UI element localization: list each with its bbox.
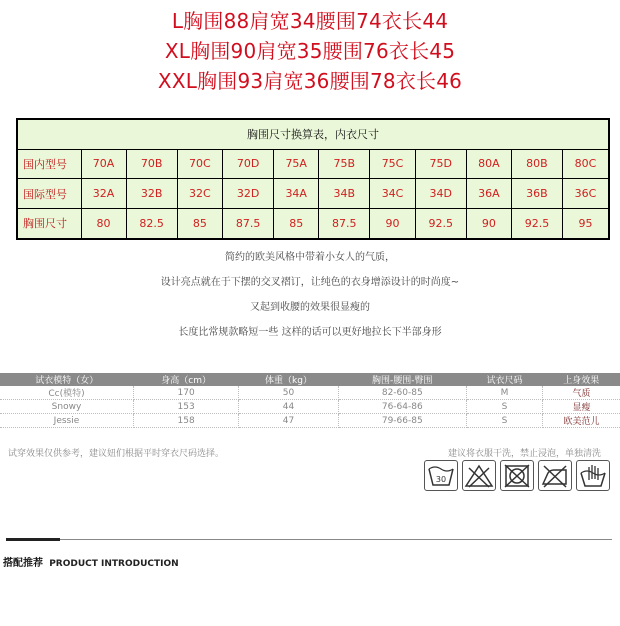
section-divider-accent xyxy=(6,538,60,541)
table-cell: 75A xyxy=(274,149,319,179)
size-line-xxl: XXL胸围93肩宽36腰围78衣长46 xyxy=(157,69,463,93)
table-cell: 34B xyxy=(319,179,370,209)
table-cell: 气质 xyxy=(543,386,620,400)
table-cell: 70A xyxy=(81,149,126,179)
table-cell: 80C xyxy=(562,149,609,179)
bra-table-title: 胸围尺寸换算表，内衣尺寸 xyxy=(17,119,609,149)
table-cell: 90 xyxy=(466,208,511,239)
size-spec-lines xyxy=(0,6,620,96)
table-cell: 32A xyxy=(81,179,126,209)
table-cell: 34A xyxy=(274,179,319,209)
table-cell: 79-66-85 xyxy=(338,414,466,428)
fit-test-table xyxy=(0,373,620,428)
table-cell: 70B xyxy=(126,149,177,179)
column-header: 试衣模特（女） xyxy=(0,373,133,386)
section-title-cn: 搭配推荐 xyxy=(3,558,43,569)
table-cell: 34D xyxy=(415,179,466,209)
table-cell: 75D xyxy=(415,149,466,179)
no-tumble-dry-icon xyxy=(500,460,534,491)
table-cell: M xyxy=(466,386,542,400)
table-cell: 92.5 xyxy=(511,208,562,239)
table-cell: 70D xyxy=(223,149,274,179)
table-cell: 85 xyxy=(274,208,319,239)
care-note: 建议将衣服干洗，禁止浸泡，单独清洗 xyxy=(448,449,602,459)
column-header: 胸围-腰围-臀围 xyxy=(338,373,466,386)
table-cell: 87.5 xyxy=(319,208,370,239)
table-cell: S xyxy=(466,414,542,428)
table-cell: 34C xyxy=(370,179,415,209)
table-cell: 80A xyxy=(466,149,511,179)
table-cell: 75B xyxy=(319,149,370,179)
wash-30-icon xyxy=(424,460,458,491)
table-cell: 153 xyxy=(133,400,238,414)
description-line: 又起到收腰的效果很显瘦的 xyxy=(250,302,370,313)
column-header: 身高（cm） xyxy=(133,373,238,386)
table-cell: Snowy xyxy=(0,400,133,414)
row-label: 国内型号 xyxy=(17,149,81,179)
table-cell: 50 xyxy=(239,386,338,400)
row-label: 国际型号 xyxy=(17,179,81,209)
bra-size-table xyxy=(16,118,610,240)
care-icon-row xyxy=(424,460,610,491)
table-cell: 90 xyxy=(370,208,415,239)
section-title xyxy=(3,554,179,569)
table-cell: 44 xyxy=(239,400,338,414)
table-row xyxy=(0,414,620,428)
table-cell: 36A xyxy=(466,179,511,209)
no-iron-icon xyxy=(538,460,572,491)
column-header: 上身效果 xyxy=(543,373,620,386)
table-row xyxy=(0,386,620,400)
table-cell: 80 xyxy=(81,208,126,239)
fit-table-header xyxy=(0,373,620,386)
table-cell: 76-64-86 xyxy=(338,400,466,414)
table-cell: 80B xyxy=(511,149,562,179)
table-cell: 82-60-85 xyxy=(338,386,466,400)
table-cell: 82.5 xyxy=(126,208,177,239)
table-cell: 欧美范儿 xyxy=(543,414,620,428)
table-cell: 87.5 xyxy=(223,208,274,239)
table-cell: S xyxy=(466,400,542,414)
description-line: 简约的欧美风格中带着小女人的气质， xyxy=(225,252,395,263)
table-row xyxy=(0,400,620,414)
table-cell: 75C xyxy=(370,149,415,179)
table-cell: Cc(模特) xyxy=(0,386,133,400)
wash-temp-label: 30 xyxy=(435,474,447,484)
section-title-en: PRODUCT INTRODUCTION xyxy=(49,559,179,569)
column-header: 试衣尺码 xyxy=(466,373,542,386)
table-row xyxy=(17,149,609,179)
product-description xyxy=(0,248,620,348)
description-line: 长度比常规款略短一些 这样的话可以更好地拉长下半部身形 xyxy=(178,327,442,338)
table-cell: 95 xyxy=(562,208,609,239)
description-line: 设计亮点就在于下摆的交叉褶订，让纯色的衣身增添设计的时尚度~ xyxy=(160,277,460,288)
table-cell: 92.5 xyxy=(415,208,466,239)
table-cell: 70C xyxy=(177,149,222,179)
fit-note: 试穿效果仅供参考，建议妞们根据平时穿衣尺码选择。 xyxy=(8,449,225,459)
hand-wash-icon xyxy=(576,460,610,491)
table-cell: 85 xyxy=(177,208,222,239)
table-row xyxy=(17,208,609,239)
table-cell: 32B xyxy=(126,179,177,209)
size-line-xl: XL胸围90肩宽35腰围76衣长45 xyxy=(164,39,456,63)
table-cell: 36C xyxy=(562,179,609,209)
table-cell: 170 xyxy=(133,386,238,400)
no-bleach-icon xyxy=(462,460,496,491)
table-cell: 47 xyxy=(239,414,338,428)
column-header: 体重（kg） xyxy=(239,373,338,386)
table-cell: 32C xyxy=(177,179,222,209)
table-cell: 158 xyxy=(133,414,238,428)
table-cell: 32D xyxy=(223,179,274,209)
table-cell: Jessie xyxy=(0,414,133,428)
table-row xyxy=(17,179,609,209)
size-line-l: L胸围88肩宽34腰围74衣长44 xyxy=(171,9,449,33)
section-divider xyxy=(60,539,612,540)
table-cell: 36B xyxy=(511,179,562,209)
row-label: 胸围尺寸 xyxy=(17,208,81,239)
table-cell: 显瘦 xyxy=(543,400,620,414)
